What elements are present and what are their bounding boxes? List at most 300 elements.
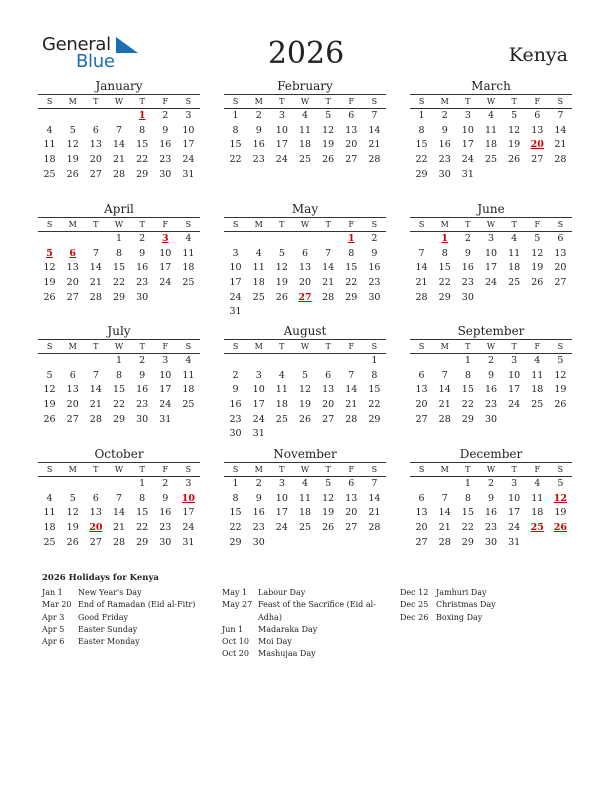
day-cell: 18	[508, 262, 521, 274]
day-grid	[410, 354, 572, 427]
day-cell: 15	[112, 262, 126, 274]
day-cell: 24	[182, 522, 195, 534]
day-cell: 2	[255, 110, 262, 121]
day-cell: 9	[487, 369, 495, 381]
day-cell: 8	[441, 247, 448, 259]
day-cell: 8	[139, 124, 146, 136]
weekday-label: M	[254, 465, 263, 474]
day-cell: 20	[298, 277, 312, 289]
weekday-label: S	[418, 220, 425, 229]
day-cell-holiday: 12	[553, 492, 568, 504]
day-cell: 12	[508, 124, 521, 136]
day-cell: 7	[92, 247, 99, 259]
day-cell: 20	[345, 507, 358, 519]
day-empty	[224, 232, 247, 247]
day-cell: 28	[345, 413, 358, 425]
day-cell: 18	[182, 262, 195, 274]
holiday-row	[222, 624, 378, 636]
logo-general-text: General	[42, 34, 111, 55]
holiday-list	[42, 573, 582, 659]
day-cell: 4	[487, 110, 495, 121]
day-cell: 11	[298, 124, 312, 136]
day-cell: 30	[136, 291, 149, 303]
day-cell: 1	[232, 110, 239, 121]
day-cell: 14	[554, 124, 567, 136]
day-cell: 23	[438, 154, 451, 166]
day-cell-holiday: 10	[181, 492, 196, 504]
holiday-row	[42, 624, 198, 636]
day-cell: 8	[232, 492, 239, 504]
day-cell: 6	[348, 110, 355, 121]
day-cell: 15	[229, 507, 242, 519]
day-cell: 11	[182, 369, 195, 381]
day-cell: 23	[252, 154, 265, 166]
day-cell: 9	[232, 384, 239, 396]
day-empty	[38, 354, 61, 369]
holiday-column	[400, 587, 556, 624]
day-empty	[410, 232, 433, 247]
weekday-label: W	[114, 342, 124, 351]
day-cell: 4	[255, 247, 262, 259]
day-cell-holiday: 1	[441, 233, 449, 244]
holiday-row	[42, 612, 198, 624]
day-empty	[270, 354, 293, 369]
day-cell: 31	[159, 413, 172, 425]
holiday-date: Dec 25	[400, 600, 429, 610]
day-cell: 12	[554, 369, 567, 381]
day-cell: 17	[275, 507, 288, 519]
day-cell: 6	[557, 233, 564, 244]
day-cell: 30	[461, 291, 474, 303]
day-grid	[38, 109, 200, 182]
holiday-date: Apr 5	[42, 624, 65, 634]
day-cell: 26	[66, 168, 79, 180]
holiday-name: Madaraka Day	[258, 624, 318, 634]
day-cell: 22	[136, 154, 149, 166]
day-cell: 9	[162, 124, 169, 136]
day-cell: 23	[159, 522, 172, 534]
weekday-label: T	[511, 342, 517, 351]
day-cell: 10	[461, 124, 474, 136]
holiday-date: Apr 3	[42, 612, 65, 622]
day-cell: 16	[229, 399, 242, 411]
day-cell: 5	[557, 355, 564, 366]
day-cell: 15	[136, 507, 149, 519]
day-cell: 2	[139, 233, 146, 244]
day-cell: 30	[484, 413, 498, 425]
weekday-label: S	[418, 465, 425, 474]
weekday-label: W	[114, 465, 124, 474]
month-july	[38, 324, 200, 427]
logo-blue-text: Blue	[76, 51, 115, 72]
weekday-label: T	[279, 465, 285, 474]
day-cell: 17	[159, 262, 172, 274]
day-cell: 7	[115, 492, 123, 504]
weekday-header	[38, 217, 200, 232]
weekday-label: M	[254, 342, 263, 351]
day-cell: 14	[112, 507, 126, 519]
weekday-label: S	[185, 465, 192, 474]
day-cell: 19	[531, 262, 544, 274]
weekday-label: T	[279, 97, 285, 106]
day-cell: 9	[139, 247, 146, 259]
day-cell: 28	[438, 413, 451, 425]
day-cell-holiday: 3	[161, 233, 169, 244]
day-cell: 21	[345, 399, 358, 411]
day-cell: 3	[278, 110, 285, 121]
day-cell: 1	[115, 355, 123, 366]
day-cell: 11	[43, 139, 56, 151]
day-cell: 11	[508, 247, 521, 259]
day-cell: 28	[415, 291, 428, 303]
day-cell: 22	[461, 399, 474, 411]
weekday-header	[410, 462, 572, 477]
holiday-row	[222, 599, 378, 624]
weekday-label: T	[325, 342, 331, 351]
day-cell: 1	[418, 110, 425, 121]
day-cell: 4	[534, 478, 541, 489]
holiday-name: Labour Day	[258, 588, 306, 597]
day-cell: 5	[278, 247, 285, 259]
day-cell: 9	[255, 492, 262, 504]
day-cell: 18	[531, 384, 544, 396]
day-cell: 27	[89, 536, 102, 548]
weekday-label: M	[254, 220, 263, 229]
day-grid	[38, 477, 200, 550]
day-cell: 17	[484, 262, 498, 274]
weekday-label: S	[371, 220, 378, 229]
day-cell: 15	[438, 262, 451, 274]
day-cell: 22	[461, 522, 474, 534]
day-cell: 29	[345, 291, 358, 303]
weekday-label: W	[114, 97, 124, 106]
day-empty	[317, 354, 340, 369]
weekday-label: T	[465, 342, 471, 351]
day-cell: 8	[139, 492, 146, 504]
day-cell: 28	[368, 522, 381, 534]
day-cell: 30	[252, 536, 265, 548]
day-cell: 4	[511, 233, 518, 244]
holiday-date: Jan 1	[42, 588, 63, 597]
weekday-label: T	[93, 342, 99, 351]
day-cell: 27	[66, 413, 79, 425]
day-cell: 3	[162, 355, 169, 366]
day-cell: 20	[345, 139, 358, 151]
weekday-label: S	[557, 465, 564, 474]
day-cell: 24	[461, 154, 474, 166]
day-cell: 2	[232, 369, 239, 381]
day-cell: 8	[115, 247, 123, 259]
day-cell: 25	[298, 522, 312, 534]
day-grid	[38, 232, 200, 305]
weekday-header	[38, 339, 200, 354]
day-cell: 26	[322, 522, 335, 534]
day-cell: 25	[484, 154, 498, 166]
day-cell: 23	[159, 154, 172, 166]
day-cell: 26	[554, 399, 567, 411]
day-cell: 21	[112, 522, 126, 534]
day-cell: 24	[275, 154, 288, 166]
day-cell: 5	[325, 478, 332, 489]
day-cell: 14	[345, 384, 358, 396]
day-cell: 24	[275, 522, 288, 534]
day-empty	[84, 477, 107, 492]
day-cell: 2	[487, 355, 495, 366]
day-cell: 5	[557, 478, 564, 489]
weekday-label: S	[46, 465, 53, 474]
month-title: September	[457, 324, 525, 338]
day-cell-holiday: 20	[89, 522, 103, 534]
weekday-header	[224, 217, 386, 232]
weekday-label: M	[440, 342, 449, 351]
day-empty	[293, 232, 316, 247]
day-cell: 28	[554, 154, 567, 166]
holiday-name: End of Ramadan (Eid al-Fitr)	[78, 600, 196, 610]
day-cell: 28	[89, 291, 102, 303]
day-cell: 14	[112, 139, 126, 151]
day-cell: 23	[136, 399, 149, 411]
weekday-label: T	[325, 220, 331, 229]
weekday-label: T	[511, 97, 517, 106]
weekday-label: F	[348, 220, 355, 229]
weekday-label: M	[68, 220, 77, 229]
day-cell: 22	[415, 154, 428, 166]
day-cell: 19	[275, 277, 288, 289]
day-cell: 24	[508, 522, 521, 534]
month-title: July	[107, 324, 131, 338]
day-cell: 18	[182, 384, 195, 396]
day-empty	[61, 109, 84, 124]
day-cell: 20	[415, 399, 428, 411]
holiday-date: Oct 10	[222, 637, 249, 647]
day-cell: 28	[112, 536, 126, 548]
day-cell: 15	[136, 139, 149, 151]
day-cell: 5	[69, 492, 76, 504]
day-cell: 23	[136, 277, 149, 289]
day-cell: 26	[66, 536, 79, 548]
day-cell: 21	[89, 277, 102, 289]
day-cell: 19	[554, 384, 567, 396]
weekday-label: T	[465, 465, 471, 474]
weekday-label: W	[300, 465, 310, 474]
month-may	[224, 202, 386, 320]
day-cell: 24	[252, 413, 265, 425]
day-cell: 27	[415, 536, 428, 548]
weekday-header	[410, 217, 572, 232]
day-cell: 11	[484, 124, 498, 136]
weekday-label: T	[93, 97, 99, 106]
holiday-row	[400, 612, 556, 624]
day-cell: 5	[511, 110, 518, 121]
day-cell: 4	[301, 110, 309, 121]
day-empty	[224, 354, 247, 369]
day-cell: 16	[484, 384, 498, 396]
day-cell: 15	[415, 139, 428, 151]
day-grid	[224, 477, 386, 550]
day-cell: 21	[322, 277, 335, 289]
day-cell: 24	[182, 154, 195, 166]
day-cell-holiday: 1	[138, 110, 146, 121]
day-cell: 12	[322, 492, 335, 504]
day-cell: 13	[345, 124, 358, 136]
day-cell: 26	[275, 291, 288, 303]
day-cell: 12	[66, 507, 79, 519]
day-cell: 14	[415, 262, 428, 274]
day-empty	[38, 477, 61, 492]
month-january	[38, 79, 200, 182]
day-cell: 27	[322, 413, 335, 425]
day-cell: 7	[418, 247, 425, 259]
day-cell: 18	[275, 399, 288, 411]
day-cell: 10	[484, 247, 498, 259]
day-cell: 17	[182, 139, 195, 151]
day-cell: 8	[464, 492, 471, 504]
page-header	[0, 0, 612, 80]
month-title: November	[273, 447, 337, 461]
day-cell: 23	[368, 277, 381, 289]
day-cell: 1	[371, 355, 378, 366]
day-cell: 18	[298, 507, 312, 519]
day-empty	[410, 354, 433, 369]
day-cell: 22	[438, 277, 451, 289]
day-cell: 8	[232, 124, 239, 136]
day-cell: 12	[66, 139, 79, 151]
day-cell: 3	[255, 369, 262, 381]
day-cell: 13	[322, 384, 335, 396]
weekday-label: S	[557, 220, 564, 229]
day-cell: 14	[89, 262, 102, 274]
day-cell-holiday: 5	[46, 247, 53, 259]
day-grid	[410, 109, 572, 182]
day-cell: 19	[554, 507, 567, 519]
holiday-name: New Year's Day	[78, 588, 142, 597]
month-title: May	[291, 202, 319, 216]
day-cell: 18	[298, 139, 312, 151]
day-cell: 21	[554, 139, 567, 151]
day-cell: 14	[322, 262, 335, 274]
day-cell: 8	[464, 369, 471, 381]
weekday-label: W	[300, 97, 310, 106]
weekday-label: F	[534, 220, 541, 229]
day-cell: 19	[43, 277, 56, 289]
holiday-column	[42, 587, 198, 648]
day-cell: 29	[229, 536, 242, 548]
weekday-label: T	[465, 97, 471, 106]
holiday-column	[222, 587, 378, 661]
day-cell: 23	[252, 522, 265, 534]
day-cell: 1	[464, 478, 471, 489]
day-cell: 14	[438, 384, 451, 396]
day-cell: 11	[252, 262, 265, 274]
weekday-label: M	[254, 97, 263, 106]
day-cell: 16	[368, 262, 381, 274]
weekday-label: F	[348, 342, 355, 351]
weekday-label: T	[139, 342, 145, 351]
day-cell: 29	[415, 168, 428, 180]
day-cell: 22	[112, 399, 126, 411]
day-cell: 7	[115, 124, 123, 136]
day-cell: 16	[461, 262, 474, 274]
day-grid	[38, 354, 200, 427]
day-cell: 6	[348, 478, 355, 489]
day-cell: 16	[252, 139, 265, 151]
weekday-label: F	[162, 465, 169, 474]
day-cell: 30	[229, 428, 242, 440]
day-cell: 9	[139, 369, 146, 381]
country-name: Kenya	[508, 44, 568, 66]
holiday-name: Easter Sunday	[78, 624, 138, 634]
day-cell: 9	[255, 124, 262, 136]
day-cell: 29	[461, 413, 474, 425]
day-cell: 17	[252, 399, 265, 411]
weekday-label: M	[68, 465, 77, 474]
day-cell: 7	[371, 478, 378, 489]
day-cell: 14	[368, 124, 381, 136]
day-cell: 16	[159, 507, 172, 519]
weekday-label: T	[93, 465, 99, 474]
weekday-label: F	[162, 342, 169, 351]
weekday-label: S	[232, 465, 239, 474]
day-cell: 26	[43, 291, 56, 303]
month-title: August	[283, 324, 327, 338]
day-cell: 19	[322, 507, 335, 519]
day-cell: 14	[89, 384, 102, 396]
day-empty	[61, 232, 84, 247]
weekday-label: S	[371, 342, 378, 351]
day-cell: 13	[89, 507, 102, 519]
day-cell: 30	[484, 536, 498, 548]
day-empty	[107, 477, 130, 492]
holiday-row	[400, 587, 556, 599]
weekday-label: M	[68, 342, 77, 351]
day-cell: 6	[418, 492, 425, 504]
day-cell: 17	[461, 139, 474, 151]
day-cell: 28	[368, 154, 381, 166]
day-cell: 1	[139, 478, 146, 489]
weekday-label: S	[185, 342, 192, 351]
day-empty	[107, 109, 130, 124]
day-cell: 9	[464, 247, 471, 259]
day-cell-holiday: 1	[347, 233, 355, 244]
day-cell: 26	[531, 277, 544, 289]
weekday-label: T	[93, 220, 99, 229]
day-cell: 10	[508, 369, 521, 381]
day-cell: 26	[322, 154, 335, 166]
holiday-name: Easter Monday	[78, 637, 140, 647]
day-cell: 21	[368, 139, 381, 151]
day-cell: 18	[43, 154, 56, 166]
day-cell-holiday: 6	[69, 247, 77, 259]
day-cell: 7	[557, 110, 564, 121]
day-cell: 8	[348, 247, 355, 259]
day-cell: 13	[415, 507, 428, 519]
day-cell: 2	[487, 478, 495, 489]
weekday-label: T	[139, 97, 145, 106]
weekday-label: F	[348, 97, 355, 106]
day-cell: 24	[159, 277, 172, 289]
weekday-label: W	[486, 465, 496, 474]
day-cell: 11	[43, 507, 56, 519]
day-cell: 29	[136, 168, 149, 180]
day-cell: 10	[182, 124, 195, 136]
weekday-label: F	[534, 97, 541, 106]
day-cell: 13	[66, 384, 79, 396]
day-grid	[224, 354, 386, 442]
day-cell: 19	[508, 139, 521, 151]
day-cell: 18	[252, 277, 265, 289]
day-cell: 13	[531, 124, 544, 136]
day-cell: 29	[112, 291, 126, 303]
